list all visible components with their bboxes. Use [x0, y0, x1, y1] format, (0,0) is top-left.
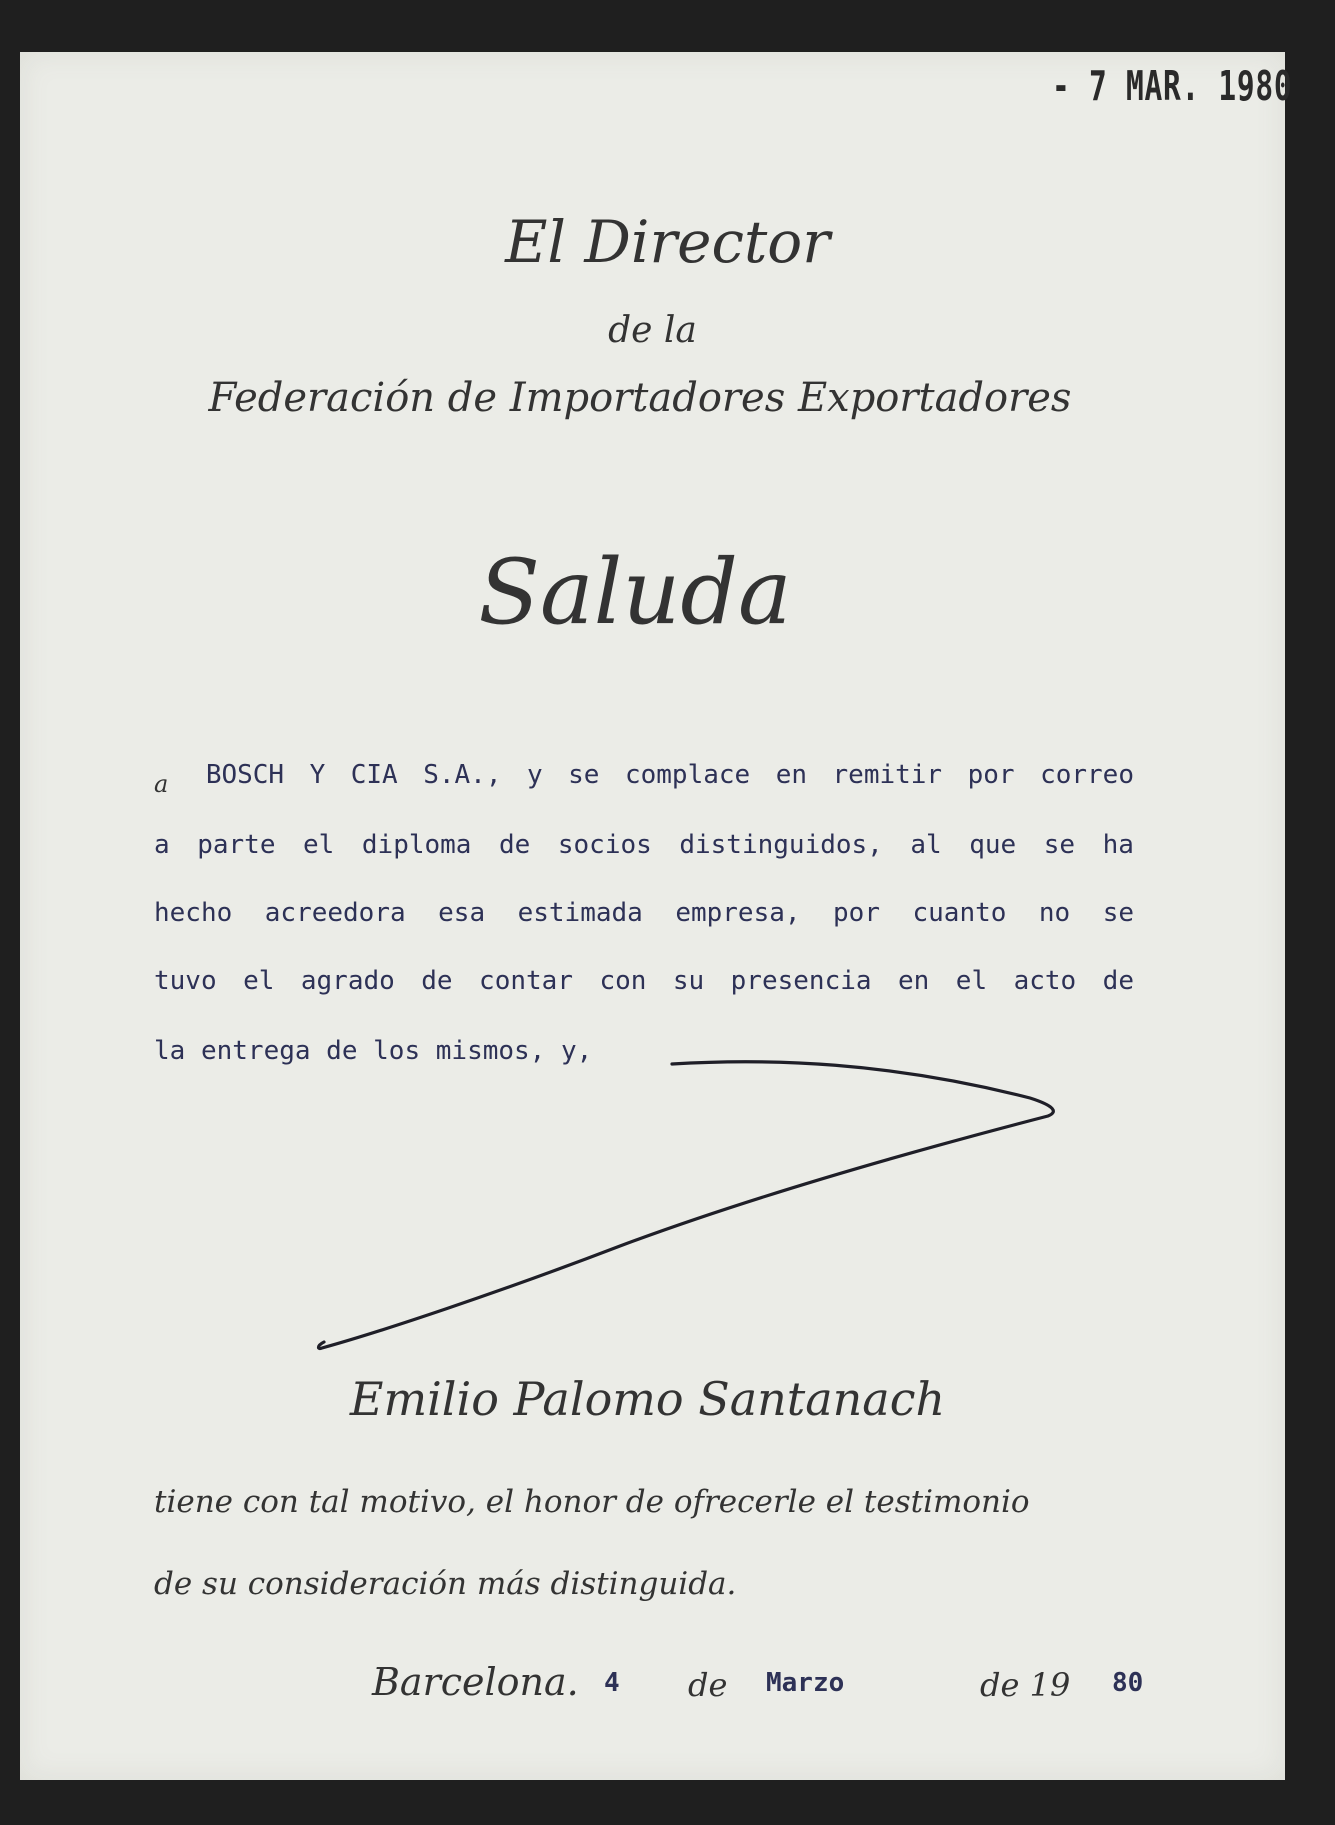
body-line-1	[154, 760, 1134, 798]
date-stamp: - 7 MAR. 1980	[1052, 62, 1293, 110]
body-word: acto	[1013, 966, 1077, 996]
body-word: complace	[624, 760, 751, 790]
date-city: Barcelona.	[372, 1660, 579, 1704]
heading-de-la: de la	[608, 310, 697, 351]
body-word: a	[154, 830, 170, 860]
body-word: el	[955, 966, 988, 996]
body-word: en	[898, 966, 930, 996]
body-line-4	[154, 966, 1134, 996]
body-word: por	[967, 760, 1015, 790]
date-de-2: de 19	[980, 1666, 1071, 1704]
body-word: cuanto	[912, 898, 1007, 928]
body-line-1-words	[154, 760, 1134, 798]
body-word: Y	[309, 760, 326, 790]
date-day: 4	[604, 1668, 620, 1698]
body-line-2	[154, 830, 1134, 860]
body-word: por	[833, 898, 880, 928]
body-word: de	[1102, 966, 1134, 996]
body-word: se	[568, 760, 600, 790]
body-line-5-text: la entrega de los mismos, y,	[154, 1036, 593, 1066]
body-word: diploma	[361, 830, 472, 860]
body-word: esa	[438, 898, 486, 928]
body-word: el	[303, 830, 335, 860]
body-word: al	[910, 830, 942, 860]
body-word: de	[499, 830, 531, 860]
body-word: no	[1038, 898, 1071, 928]
body-word: correo	[1040, 760, 1134, 790]
date-line	[372, 1660, 1172, 1710]
body-word: tuvo	[154, 966, 217, 996]
body-word: se	[1102, 898, 1134, 928]
body-word: que	[969, 830, 1017, 860]
body-word: parte	[197, 830, 276, 860]
body-prefix: a	[154, 770, 169, 798]
body-word: su	[672, 966, 705, 996]
heading-federation: Federación de Importadores Exportadores	[208, 375, 1072, 421]
body-word: se	[1043, 830, 1076, 860]
closing-line-2: de su consideración más distinguida.	[154, 1566, 737, 1602]
handwritten-signature	[300, 1040, 1080, 1360]
date-month: Marzo	[766, 1668, 845, 1698]
body-word: agrado	[300, 966, 395, 996]
body-word: BOSCH	[205, 760, 285, 790]
body-word: estimada	[517, 898, 643, 928]
body-word: acreedora	[264, 898, 406, 928]
body-word: distinguidos,	[679, 830, 883, 860]
heading-director: El Director	[505, 208, 830, 276]
body-word: el	[243, 966, 275, 996]
body-line-2-words	[154, 830, 1134, 860]
body-word: hecho	[154, 898, 233, 928]
body-word: S.A.,	[423, 760, 502, 790]
body-word: presencia	[730, 966, 872, 996]
body-word: socios	[557, 830, 652, 860]
closing-line-1: tiene con tal motivo, el honor de ofrecerle el testimonio	[154, 1484, 1030, 1520]
date-de-1: de	[688, 1666, 728, 1704]
heading-saluda: Saluda	[478, 540, 792, 645]
body-word: contar	[479, 966, 573, 996]
body-word: con	[599, 966, 647, 996]
body-word: CIA	[350, 760, 398, 790]
body-word: empresa,	[675, 898, 801, 928]
date-year-suffix: 80	[1112, 1668, 1144, 1698]
body-word: y	[527, 760, 543, 790]
body-word: de	[421, 966, 453, 996]
body-line-3	[154, 898, 1134, 928]
body-line-4-words	[154, 966, 1134, 996]
body-line-3-words	[154, 898, 1134, 928]
body-word: remitir	[832, 760, 943, 790]
signer-name: Emilio Palomo Santanach	[349, 1372, 946, 1426]
body-word: en	[775, 760, 808, 790]
body-word: ha	[1102, 830, 1134, 860]
